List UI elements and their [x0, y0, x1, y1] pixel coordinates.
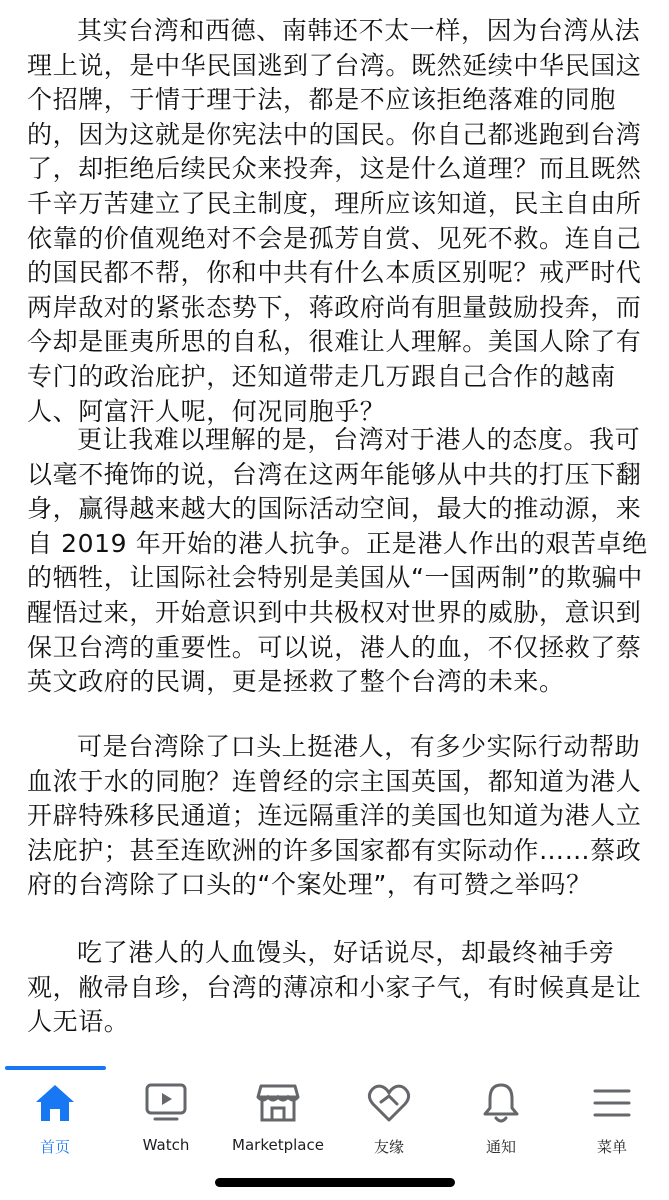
home-indicator-bar[interactable] [215, 1178, 455, 1187]
tab-menu[interactable] [562, 1076, 662, 1166]
article-paragraph [27, 730, 652, 903]
tab-label: Marketplace [232, 1136, 324, 1154]
tab-home[interactable] [5, 1076, 105, 1166]
paragraph-text: 可是台湾除了口头上挺港人，有多少实际行动帮助血浓于水的同胞？连曾经的宗主国英国，都知道为港人开辟特殊移民通道；连远隔重洋的美国也知道为港人立法庇护；甚至连欧洲的许多国家都有实际动作……蔡政府的台湾除了口头的“个案处理”，有可赞之举吗？ [27, 732, 642, 900]
paragraph-text: 更让我难以理解的是，台湾对于港人的态度。我可以毫不掩饰的说，台湾在这两年能够从中共的打压下翻身，赢得越来越大的国际活动空间，最大的推动源，来自 2019 年开始的港人抗争。正是港人作出的艰苦卓绝的牺牲，让国际社会特别是美国从“一国两制”的欺骗中醒悟过来，开始意识到中共极权对世界的威胁，意识到保卫台湾的重要性。可以说，港人的血，不仅拯救了蔡英文政府的民调，更是拯救了整个台湾的未来。 [27, 425, 648, 697]
hamburger-menu-icon [589, 1080, 635, 1126]
tab-label: 友缘 [373, 1138, 404, 1156]
paragraph-text: 吃了港人的人血馒头，好话说尽，却最终袖手旁观，敝帚自珍，台湾的薄凉和小家子气，有时候真是让人无语。 [27, 938, 642, 1037]
article-paragraph [27, 14, 652, 429]
tab-label: 通知 [485, 1138, 516, 1156]
tab-label: 首页 [39, 1138, 70, 1156]
tab-label: 菜单 [596, 1138, 627, 1156]
storefront-icon [255, 1080, 301, 1126]
tab-watch[interactable] [116, 1076, 216, 1166]
tab-marketplace[interactable] [228, 1076, 328, 1166]
home-icon [32, 1080, 78, 1126]
paragraph-text: 其实台湾和西德、南韩还不太一样，因为台湾从法理上说，是中华民国逃到了台湾。既然延续中华民国这个招牌，于情于理于法，都是不应该拒绝落难的同胞的，因为这就是你宪法中的国民。你自己都逃跑到台湾了，却拒绝后续民众来投奔，这是什么道理？而且既然千辛万苦建立了民主制度，理所应该知道，民主自由所依靠的价值观绝对不会是孤芳自赏、见死不救。连自己的国民都不帮，你和中共有什么本质区别呢？戒严时代两岸敌对的紧张态势下，蒋政府尚有胆量鼓励投奔，而今却是匪夷所思的自私，很难让人理解。美国人除了有专门的政治庇护，还知道带走几万跟自己合作的越南人、阿富汗人呢，何况同胞乎？ [27, 16, 642, 426]
heart-icon [366, 1080, 412, 1126]
tab-dating[interactable] [339, 1076, 439, 1166]
tab-label: Watch [142, 1136, 190, 1154]
article-paragraph [27, 936, 652, 1040]
video-icon [143, 1080, 189, 1126]
active-tab-indicator [5, 1066, 106, 1070]
tab-notifications[interactable] [451, 1076, 551, 1166]
bell-icon [478, 1080, 524, 1126]
article-paragraph [27, 423, 652, 700]
